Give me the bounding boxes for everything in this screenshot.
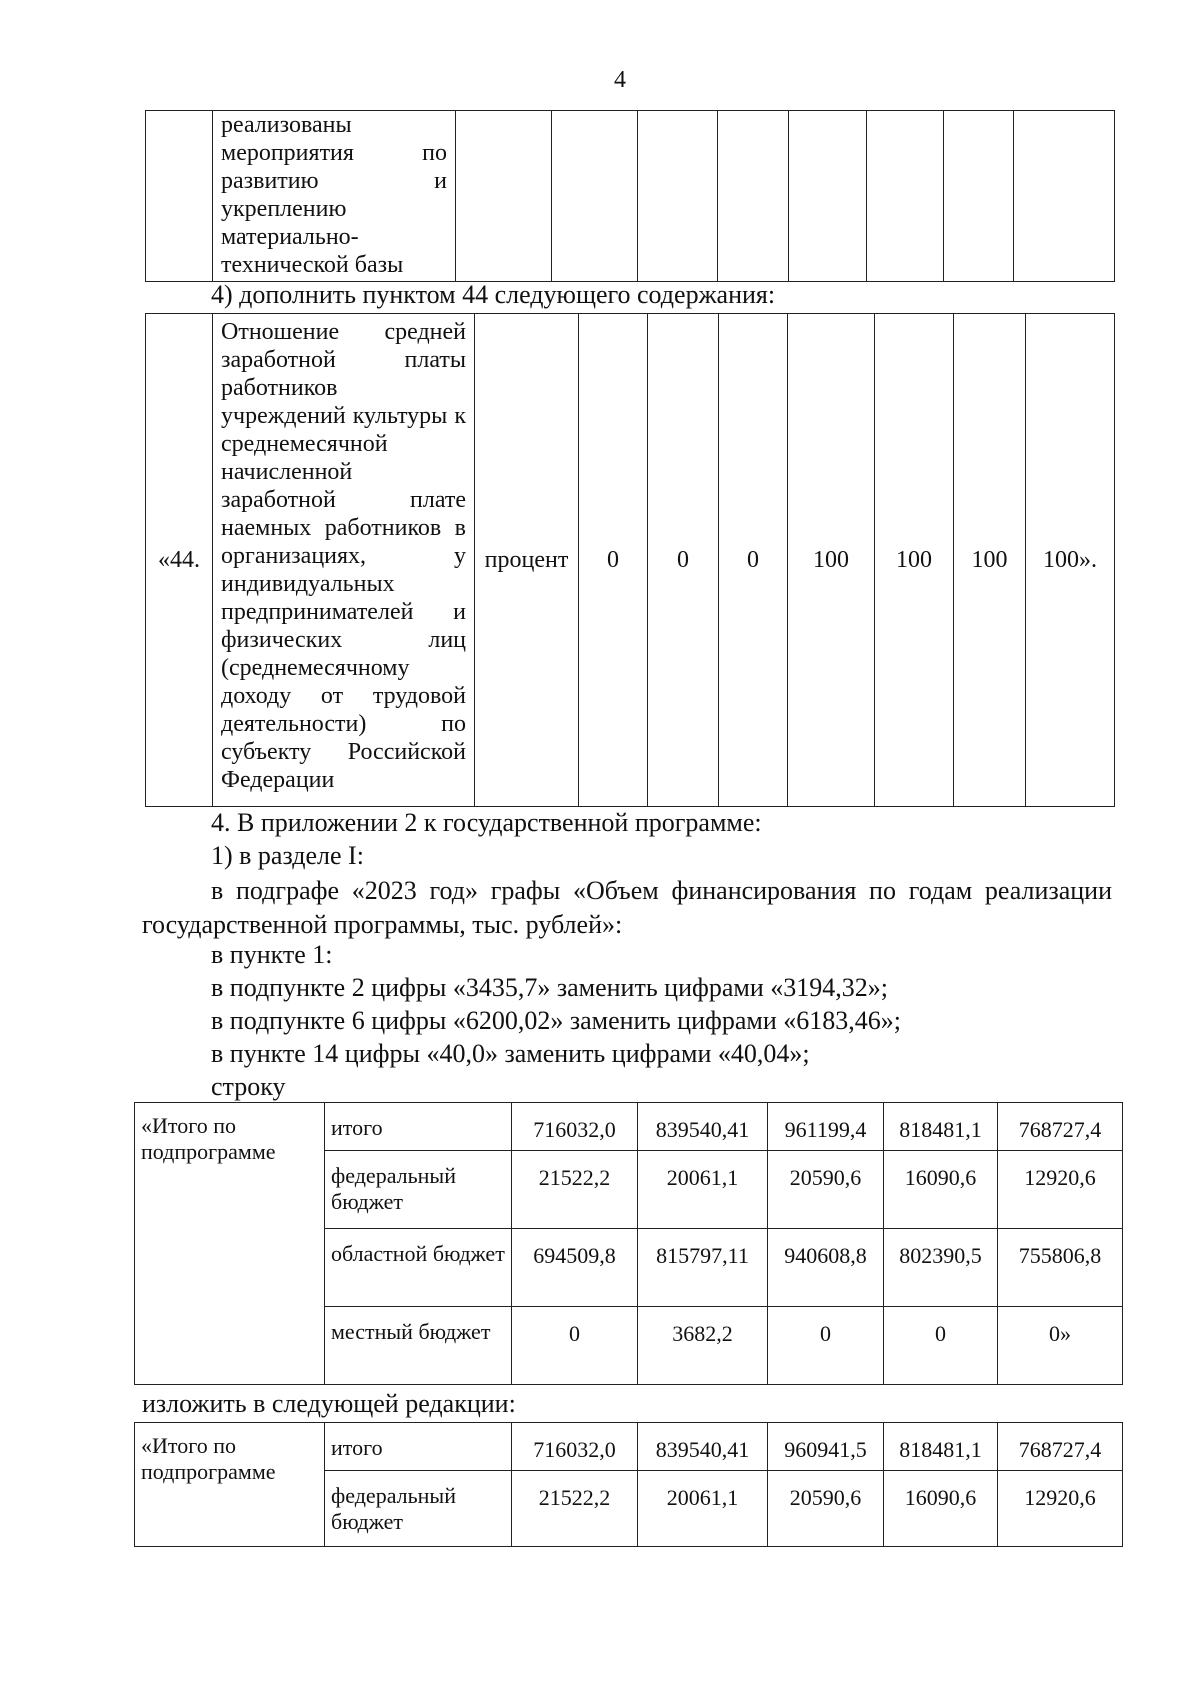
funding-value: 802390,5 [884, 1229, 998, 1307]
funding-value: 12920,6 [998, 1471, 1123, 1547]
indicator-value: 100». [1026, 314, 1115, 807]
empty-cell [638, 111, 718, 282]
paragraph-row-word: строку [211, 1072, 286, 1101]
empty-cell [1014, 111, 1115, 282]
row-number-cell [146, 111, 213, 282]
indicator-value: 0 [579, 314, 648, 807]
subprogram-total-title: «Итого по подпрограмме [135, 1423, 325, 1547]
row-label: областной бюджет [325, 1229, 512, 1307]
funding-value: 839540,41 [638, 1103, 768, 1151]
funding-value: 716032,0 [512, 1103, 638, 1151]
empty-cell [944, 111, 1014, 282]
empty-cell [789, 111, 867, 282]
funding-table-new [134, 1422, 1123, 1547]
empty-cell [718, 111, 789, 282]
indicator-unit: процент [475, 314, 579, 807]
indicator-description: Отношение средней заработной платы работников учреждений культуры к среднемесячной начисленной заработной плате наемных работников в организациях, у индивидуальных предпринимателей и физических лиц (среднемесячному доходу от трудовой деятельности) по субъекту Российской Федерации [213, 314, 475, 807]
funding-table-old [134, 1102, 1123, 1385]
funding-value: 0» [998, 1307, 1123, 1385]
empty-cell [867, 111, 944, 282]
funding-value: 818481,1 [884, 1103, 998, 1151]
row-label: федеральный бюджет [325, 1151, 512, 1229]
funding-value: 3682,2 [638, 1307, 768, 1385]
funding-value: 815797,11 [638, 1229, 768, 1307]
row-label: итого [325, 1103, 512, 1151]
paragraph-item-14: в пункте 14 цифры «40,0» заменить цифрами «40,04»; [211, 1039, 810, 1068]
paragraph-subitem-2: в подпункте 2 цифры «3435,7» заменить цифрами «3194,32»; [211, 973, 888, 1002]
indicator-44-table [145, 313, 1115, 807]
paragraph-item-1: в пункте 1: [211, 940, 333, 969]
empty-cell [456, 111, 552, 282]
funding-value: 20590,6 [768, 1471, 884, 1547]
row-label: местный бюджет [325, 1307, 512, 1385]
funding-value: 755806,8 [998, 1229, 1123, 1307]
funding-value: 818481,1 [884, 1423, 998, 1471]
funding-value: 716032,0 [512, 1423, 638, 1471]
funding-value: 20590,6 [768, 1151, 884, 1229]
paragraph-subgraph-2023: в подграфе «2023 год» графы «Объем финансирования по годам реализации государственной программы, тыс. рублей»: [142, 876, 1112, 939]
funding-value: 960941,5 [768, 1423, 884, 1471]
funding-value: 961199,4 [768, 1103, 884, 1151]
indicator-value: 0 [719, 314, 788, 807]
indicator-value: 0 [648, 314, 719, 807]
paragraph-new-wording: изложить в следующей редакции: [142, 1389, 516, 1418]
funding-value: 16090,6 [884, 1471, 998, 1547]
funding-value: 694509,8 [512, 1229, 638, 1307]
row-label: федеральный бюджет [325, 1471, 512, 1547]
indicators-table-continued [145, 110, 1115, 282]
funding-value: 940608,8 [768, 1229, 884, 1307]
funding-value: 20061,1 [638, 1151, 768, 1229]
funding-value: 20061,1 [638, 1471, 768, 1547]
indicator-description: реализованы мероприятия по развитию и укреплению материально-технической базы [213, 111, 456, 282]
funding-value: 0 [768, 1307, 884, 1385]
funding-value: 839540,41 [638, 1423, 768, 1471]
funding-value: 21522,2 [512, 1471, 638, 1547]
funding-value: 21522,2 [512, 1151, 638, 1229]
indicator-number: «44. [146, 314, 213, 807]
indicator-value: 100 [954, 314, 1026, 807]
row-label: итого [325, 1423, 512, 1471]
page-number: 4 [614, 67, 626, 93]
indicator-value: 100 [788, 314, 875, 807]
funding-value: 0 [512, 1307, 638, 1385]
funding-value: 0 [884, 1307, 998, 1385]
subprogram-total-title: «Итого по подпрограмме [135, 1103, 325, 1385]
indicator-value: 100 [875, 314, 954, 807]
funding-value: 16090,6 [884, 1151, 998, 1229]
funding-value: 768727,4 [998, 1103, 1123, 1151]
empty-cell [552, 111, 638, 282]
funding-value: 12920,6 [998, 1151, 1123, 1229]
funding-value: 768727,4 [998, 1423, 1123, 1471]
paragraph-appendix-2: 4. В приложении 2 к государственной программе: [211, 808, 762, 837]
paragraph-subitem-6: в подпункте 6 цифры «6200,02» заменить цифрами «6183,46»; [211, 1006, 901, 1035]
instruction-add-item-44: 4) дополнить пунктом 44 следующего содержания: [211, 280, 776, 309]
paragraph-section-1: 1) в разделе I: [211, 841, 364, 870]
